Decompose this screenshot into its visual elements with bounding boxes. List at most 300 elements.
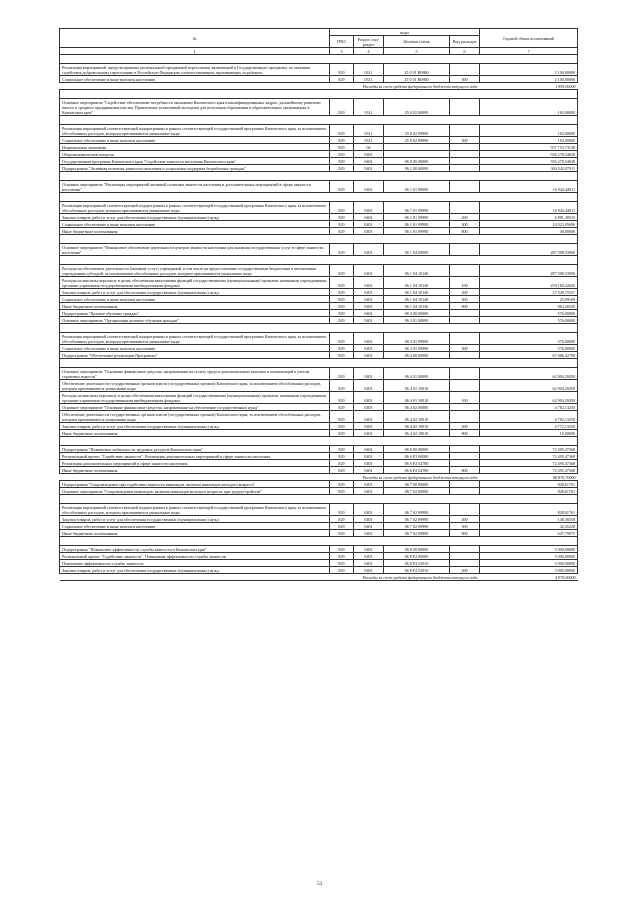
row-section: 0401	[354, 467, 384, 474]
row-name: Иные бюджетные ассигнования	[60, 228, 330, 235]
spacer-row	[60, 90, 578, 99]
col-num: 7	[480, 48, 578, 55]
row-expense-type: 300	[450, 221, 480, 228]
row-amount: 4 782,13250	[480, 411, 578, 423]
table-row	[60, 380, 578, 392]
row-name: Расходы на выплаты персоналу в целях обеспечения выполнения функций государственными (муниципальными) органами, казенными учреждениями, органами управления государственными внебюджетными фондами	[60, 392, 330, 404]
row-grbs: 829	[330, 504, 354, 516]
table-row	[60, 244, 578, 256]
row-section: 0401	[354, 404, 384, 411]
spacer-row	[60, 172, 578, 181]
row-amount: 287 598,53900	[480, 244, 578, 256]
spacer-row	[60, 537, 578, 546]
spacer-cell	[60, 324, 578, 333]
row-grbs: 829	[330, 380, 354, 392]
spacer-row	[60, 359, 578, 368]
row-amount: 72 495,47368	[480, 460, 578, 467]
row-target-article: 06 7 00 00000	[384, 481, 450, 488]
row-target-article	[384, 151, 450, 158]
row-section: 0401	[354, 352, 384, 359]
row-name: Социальное обеспечение и иные выплаты населению	[60, 345, 330, 352]
row-name: Иные бюджетные ассигнования	[60, 430, 330, 437]
row-expense-type	[450, 546, 480, 553]
row-grbs: 829	[330, 516, 354, 523]
row-target-article: 06 1 04 10140	[384, 289, 450, 296]
spacer-cell	[60, 172, 578, 181]
row-name: Закупка товаров, работ и услуг для обеспечения государственных (муниципальных) нужд	[60, 516, 330, 523]
table-row	[60, 553, 578, 560]
table-row	[60, 181, 578, 193]
row-grbs: 829	[330, 333, 354, 345]
row-name: Основное мероприятие "Содействие обеспечению потребности экономики Камчатского края в квалифицированных кадрах, дальнейшему развитию малого и среднего предпринимательства. Привлечение талантливой молодежи для получения образования в образовательных организациях в Камчатском крае"	[60, 99, 330, 116]
row-amount: 557 753,73138	[480, 144, 578, 151]
note-amount: 4 970,00000	[480, 574, 578, 581]
row-name: Закупка товаров, работ и услуг для обеспечения государственных (муниципальных) нужд	[60, 423, 330, 430]
row-target-article: 06 3 01 09990	[384, 345, 450, 352]
row-expense-type: 300	[450, 523, 480, 530]
row-expense-type	[450, 158, 480, 165]
row-section: 0401	[354, 296, 384, 303]
spacer-row	[60, 437, 578, 446]
row-expense-type	[450, 553, 480, 560]
row-expense-type	[450, 99, 480, 116]
note-label: Расходы за счет средств федерального бюджета текущего года	[60, 83, 480, 90]
table-row	[60, 423, 578, 430]
row-section: 0401	[354, 481, 384, 488]
table-row	[60, 481, 578, 488]
table-row	[60, 151, 578, 158]
row-name: Иные бюджетные ассигнования	[60, 467, 330, 474]
header-codes: коды	[330, 29, 480, 36]
row-section: 0401	[354, 317, 384, 324]
row-section: 0311	[354, 137, 384, 144]
row-grbs: 829	[330, 244, 354, 256]
row-amount: 163,00000	[480, 137, 578, 144]
row-name: Основное мероприятие "Основные финансовые средства, направленные на оплату труда и дополнительные выплаты и компенсаций в учетом страховых взносов"	[60, 368, 330, 380]
table-row	[60, 221, 578, 228]
spacer-cell	[60, 359, 578, 368]
table-row	[60, 446, 578, 453]
row-grbs: 829	[330, 553, 354, 560]
row-target-article: 06 4 02 10010	[384, 423, 450, 430]
spacer-cell	[60, 256, 578, 265]
col-num: 4	[354, 48, 384, 55]
row-amount: 556 278,54638	[480, 151, 578, 158]
header-num: №	[60, 29, 330, 48]
row-expense-type	[450, 560, 480, 567]
table-row	[60, 137, 578, 144]
table-row	[60, 303, 578, 310]
row-grbs: 829	[330, 265, 354, 277]
row-section: 0401	[354, 460, 384, 467]
row-target-article: 06 1 04 10140	[384, 265, 450, 277]
row-expense-type: 200	[450, 567, 480, 574]
table-row	[60, 76, 578, 83]
row-section: 0401	[354, 368, 384, 380]
row-section: 0401	[354, 228, 384, 235]
row-name: Реализация мероприятий соответствующей подпрограммы в рамках соответствующей государственной программы Камчатского края, за исключением обособленных расходов, которым присваиваются уникальные коды	[60, 202, 330, 214]
row-amount: 10 023,05696	[480, 221, 578, 228]
table-row	[60, 277, 578, 289]
row-target-article: 06 7 02 09990	[384, 523, 450, 530]
row-expense-type: 200	[450, 423, 480, 430]
row-name: Общеэкономические вопросы	[60, 151, 330, 158]
row-amount: 163,00000	[480, 125, 578, 137]
row-name: Социальное обеспечение и иные выплаты населению	[60, 137, 330, 144]
row-expense-type: 200	[450, 214, 480, 221]
row-section: 0311	[354, 125, 384, 137]
row-name: Социальное обеспечение и иные выплаты населению	[60, 296, 330, 303]
row-expense-type: 200	[450, 516, 480, 523]
row-target-article: 06 4 01 10010	[384, 380, 450, 392]
table-body	[60, 55, 578, 581]
row-section: 0401	[354, 345, 384, 352]
row-section: 0401	[354, 392, 384, 404]
row-expense-type	[450, 244, 480, 256]
row-section: 0401	[354, 221, 384, 228]
table-row	[60, 158, 578, 165]
budget-document	[59, 28, 577, 581]
row-name: Закупка товаров, работ и услуг для обеспечения государственных (муниципальных) нужд	[60, 289, 330, 296]
row-target-article: 06 6 P2 54780	[384, 467, 450, 474]
row-amount: 576,00000	[480, 310, 578, 317]
header-grbs: ГРБС	[330, 36, 354, 48]
row-grbs: 829	[330, 76, 354, 83]
row-name: Подпрограмма "Повышение мобильности трудовых ресурсов Камчатского края"	[60, 446, 330, 453]
row-target-article: 06 7 02 09990	[384, 516, 450, 523]
row-expense-type: 300	[450, 296, 480, 303]
row-amount: 62 904,29450	[480, 392, 578, 404]
row-amount: 72 495,47368	[480, 453, 578, 460]
federal-note-row	[60, 83, 578, 90]
row-expense-type	[450, 265, 480, 277]
row-grbs: 829	[330, 530, 354, 537]
row-target-article: 06 4 02 10010	[384, 411, 450, 423]
row-name: Государственная программа Камчатского края "Содействие занятости населения Камчатского края"	[60, 158, 330, 165]
row-amount: 67 686,42700	[480, 352, 578, 359]
row-amount: 5 000,00000	[480, 567, 578, 574]
row-target-article: 06 1 04 10140	[384, 277, 450, 289]
row-target-article: 06 8 P2 52910	[384, 560, 450, 567]
row-name: Социальное обеспечение и иные выплаты населению	[60, 523, 330, 530]
row-section: 0401	[354, 516, 384, 523]
row-amount: 10,00000	[480, 430, 578, 437]
table-row	[60, 317, 578, 324]
table-row	[60, 165, 578, 172]
table-row	[60, 546, 578, 553]
row-amount: 25,09169	[480, 296, 578, 303]
row-grbs: 829	[330, 488, 354, 495]
row-section: 0401	[354, 523, 384, 530]
row-name: Реализация мероприятий, предусмотренных региональной программой переселения, включенной в Государственную программу по оказанию содействия добровольному переселению в Российскую Федерацию соотечественников, проживающих за рубежом	[60, 64, 330, 76]
budget-table	[59, 28, 578, 581]
row-expense-type	[450, 181, 480, 193]
row-grbs: 829	[330, 303, 354, 310]
row-name: Реализация дополнительных мероприятий в сфере занятости населения	[60, 460, 330, 467]
table-row	[60, 530, 578, 537]
spacer-row	[60, 324, 578, 333]
col-num: 5	[384, 48, 450, 55]
col-num: 6	[450, 48, 480, 55]
row-grbs: 829	[330, 144, 354, 151]
table-row	[60, 228, 578, 235]
note-label: Расходы за счет средств федерального бюджета текущего года	[60, 474, 480, 481]
row-target-article: 06 3 00 00000	[384, 310, 450, 317]
row-target-article: 25 0 02 09990	[384, 137, 450, 144]
row-expense-type: 800	[450, 530, 480, 537]
row-grbs: 829	[330, 430, 354, 437]
row-grbs: 829	[330, 481, 354, 488]
row-section: 0401	[354, 265, 384, 277]
row-section: 0401	[354, 333, 384, 345]
row-grbs: 829	[330, 404, 354, 411]
row-grbs: 829	[330, 392, 354, 404]
row-name: Обеспечение деятельности государственных органов власти (государственных органов) Камчатского края, за исключением обособленных расходов, которым присваиваются уникальные коды	[60, 411, 330, 423]
row-grbs: 829	[330, 352, 354, 359]
header-target: Целевая статья	[384, 36, 450, 48]
row-expense-type	[450, 504, 480, 516]
row-expense-type: 800	[450, 467, 480, 474]
row-grbs: 829	[330, 214, 354, 221]
row-section: 0401	[354, 289, 384, 296]
row-grbs: 829	[330, 137, 354, 144]
row-target-article: 25 0 02 00000	[384, 99, 450, 116]
row-section: 0401	[354, 310, 384, 317]
row-grbs: 829	[330, 411, 354, 423]
row-target-article: 06 8 00 00000	[384, 546, 450, 553]
row-section: 0401	[354, 560, 384, 567]
row-target-article: 06 4 01 10010	[384, 392, 450, 404]
row-grbs: 829	[330, 158, 354, 165]
row-section: 0401	[354, 151, 384, 158]
row-section: 0401	[354, 303, 384, 310]
row-expense-type: 300	[450, 76, 480, 83]
row-section: 0401	[354, 277, 384, 289]
row-grbs: 829	[330, 423, 354, 430]
row-section: 0401	[354, 158, 384, 165]
table-row	[60, 310, 578, 317]
row-expense-type	[450, 317, 480, 324]
row-target-article: 06 6 00 00000	[384, 446, 450, 453]
header-exp-type: Вид расходов	[450, 36, 480, 48]
row-expense-type	[450, 125, 480, 137]
header-section: Раздел, под-раздел	[354, 36, 384, 48]
row-amount: 62 904,29450	[480, 380, 578, 392]
header-col-numbers	[60, 48, 578, 55]
row-amount: 864,26529	[480, 303, 578, 310]
table-row	[60, 523, 578, 530]
spacer-row	[60, 235, 578, 244]
row-section: 0311	[354, 99, 384, 116]
row-name: Подпрограмма "Активная политика занятости населения и социальная поддержка безработных граждан"	[60, 165, 330, 172]
row-amount: 32,45228	[480, 523, 578, 530]
table-row	[60, 144, 578, 151]
table-row	[60, 99, 578, 116]
row-amount: 62 904,29450	[480, 368, 578, 380]
row-amount: 304 542,97911	[480, 165, 578, 172]
row-amount: 40,00000	[480, 228, 578, 235]
row-target-article: 06 8 P2 00000	[384, 553, 450, 560]
row-grbs: 829	[330, 453, 354, 460]
row-grbs: 829	[330, 202, 354, 214]
row-target-article: 06 7 02 09990	[384, 504, 450, 516]
row-name: Социальное обеспечение и иные выплаты населению	[60, 76, 330, 83]
row-grbs: 829	[330, 317, 354, 324]
row-expense-type	[450, 411, 480, 423]
spacer-cell	[60, 90, 578, 99]
row-section: 0401	[354, 453, 384, 460]
row-section: 0401	[354, 411, 384, 423]
row-amount: 6 881,38315	[480, 214, 578, 221]
spacer-cell	[60, 235, 578, 244]
row-target-article: 06 6 P2 00000	[384, 453, 450, 460]
row-amount: 576,00000	[480, 333, 578, 345]
row-name: Основное мероприятие "Организация целевого обучения граждан"	[60, 317, 330, 324]
row-amount: 259 160,42645	[480, 277, 578, 289]
row-expense-type	[450, 352, 480, 359]
row-target-article: 06 7 02 00000	[384, 488, 450, 495]
row-amount: 163,00000	[480, 99, 578, 116]
row-name: Подпрограмма "Целевое обучение граждан"	[60, 310, 330, 317]
note-amount: 68 870,70000	[480, 474, 578, 481]
row-grbs: 829	[330, 523, 354, 530]
table-row	[60, 430, 578, 437]
row-grbs: 829	[330, 567, 354, 574]
header-annual: Годовой объем ассигнований	[480, 29, 578, 48]
spacer-cell	[60, 495, 578, 504]
row-grbs: 829	[330, 151, 354, 158]
row-name: Основное мероприятие "Основные финансовые средства, направленные на обеспечение государственных нужд"	[60, 404, 330, 411]
federal-note-row	[60, 474, 578, 481]
row-grbs: 829	[330, 125, 354, 137]
row-amount: 27 549,75557	[480, 289, 578, 296]
row-grbs: 829	[330, 228, 354, 235]
row-expense-type	[450, 333, 480, 345]
row-amount: 72 495,47368	[480, 446, 578, 453]
row-amount: 2 100,00000	[480, 76, 578, 83]
table-row	[60, 567, 578, 574]
row-expense-type	[450, 310, 480, 317]
row-name: Реализация мероприятий соответствующей подпрограммы в рамках соответствующей государственной программы Камчатского края, за исключением обособленных расходов, которым присваиваются уникальные коды	[60, 333, 330, 345]
row-target-article: 06 3 01 00000	[384, 317, 450, 324]
row-amount: 576,00000	[480, 345, 578, 352]
row-target-article: 06 1 01 09990	[384, 221, 450, 228]
table-header	[60, 29, 578, 55]
row-section: 0401	[354, 380, 384, 392]
row-amount: 5 000,00000	[480, 553, 578, 560]
row-expense-type	[450, 446, 480, 453]
row-section: 0401	[354, 202, 384, 214]
row-name: Региональный проект "Содействие занятости". Реализация дополнительных мероприятий в сфере занятости населения	[60, 453, 330, 460]
table-row	[60, 333, 578, 345]
row-section: 0401	[354, 423, 384, 430]
table-row	[60, 392, 578, 404]
row-amount: 828,61761	[480, 504, 578, 516]
row-target-article: 06 1 04 10140	[384, 303, 450, 310]
row-expense-type	[450, 151, 480, 158]
row-section: 0401	[354, 567, 384, 574]
row-name: Подпрограмма "Обеспечение реализации Программы"	[60, 352, 330, 359]
row-amount: 828,61761	[480, 481, 578, 488]
row-expense-type: 200	[450, 289, 480, 296]
table-row	[60, 296, 578, 303]
spacer-cell	[60, 193, 578, 202]
row-name: Реализация мероприятий соответствующей подпрограммы в рамках соответствующей государственной программы Камчатского края, за исключением обособленных расходов, которым присваиваются уникальные коды	[60, 504, 330, 516]
row-name: Иные бюджетные ассигнования	[60, 303, 330, 310]
row-name: Подпрограмма "Повышение эффективности службы занятости в Камчатском крае"	[60, 546, 330, 553]
row-target-article: 06 1 04 10140	[384, 296, 450, 303]
row-section: 0401	[354, 430, 384, 437]
table-row	[60, 352, 578, 359]
note-label: Расходы за счет средств федерального бюджета текущего года	[60, 574, 480, 581]
row-grbs: 829	[330, 221, 354, 228]
row-name: Закупка товаров, работ и услуг для обеспечения государственных (муниципальных) нужд	[60, 214, 330, 221]
row-amount: 16 944,44011	[480, 202, 578, 214]
table-row	[60, 404, 578, 411]
row-name: Повышение эффективности службы занятости	[60, 560, 330, 567]
row-name: Подпрограмма "Сопровождение при содействии занятости инвалидов, включая инвалидов молодого возраста"	[60, 481, 330, 488]
row-expense-type	[450, 144, 480, 151]
row-section: 0401	[354, 244, 384, 256]
row-name: Основное мероприятие "Реализация мероприятий активной политики занятости населения и дополнительных мероприятий в сфере занятости населения"	[60, 181, 330, 193]
row-section: 0401	[354, 504, 384, 516]
row-target-article: 06 7 02 09990	[384, 530, 450, 537]
row-target-article: 06 1 01 09990	[384, 228, 450, 235]
row-grbs: 829	[330, 368, 354, 380]
row-target-article: 06 6 P2 54780	[384, 460, 450, 467]
col-num: 1	[60, 48, 330, 55]
row-amount: 72 495,47368	[480, 467, 578, 474]
row-name: Обеспечение деятельности государственных органов власти (государственных органов) Камчатского края, за исключением обособленных расходов, которым присваиваются уникальные коды	[60, 380, 330, 392]
row-target-article: 06 1 01 09990	[384, 202, 450, 214]
row-expense-type	[450, 404, 480, 411]
row-amount: 828,61761	[480, 488, 578, 495]
row-section: 0401	[354, 546, 384, 553]
spacer-cell	[60, 537, 578, 546]
table-row	[60, 560, 578, 567]
row-section: 0401	[354, 553, 384, 560]
row-amount: 576,00000	[480, 317, 578, 324]
row-amount: 4 772,13250	[480, 423, 578, 430]
spacer-cell	[60, 116, 578, 125]
row-grbs: 829	[330, 546, 354, 553]
row-amount: 4 782,13250	[480, 404, 578, 411]
row-expense-type	[450, 488, 480, 495]
table-row	[60, 467, 578, 474]
row-expense-type	[450, 202, 480, 214]
row-amount: 2 100,00000	[480, 64, 578, 76]
spacer-row	[60, 116, 578, 125]
col-num: 3	[330, 48, 354, 55]
table-row	[60, 516, 578, 523]
row-target-article: 06 1 04 00000	[384, 244, 450, 256]
table-row	[60, 368, 578, 380]
table-row	[60, 214, 578, 221]
row-name: Закупка товаров, работ и услуг для обеспечения государственных (муниципальных) нужд	[60, 567, 330, 574]
row-target-article: 25 0 01 R0860	[384, 76, 450, 83]
row-expense-type: 100	[450, 392, 480, 404]
row-expense-type	[450, 453, 480, 460]
row-target-article: 06 0 00 00000	[384, 158, 450, 165]
row-target-article: 25 0 01 R0860	[384, 64, 450, 76]
row-target-article: 06 1 01 09990	[384, 214, 450, 221]
row-section: 0311	[354, 76, 384, 83]
row-target-article: 06 3 01 09990	[384, 333, 450, 345]
table-row	[60, 504, 578, 516]
table-row	[60, 64, 578, 76]
row-section: 0401	[354, 446, 384, 453]
row-expense-type	[450, 380, 480, 392]
